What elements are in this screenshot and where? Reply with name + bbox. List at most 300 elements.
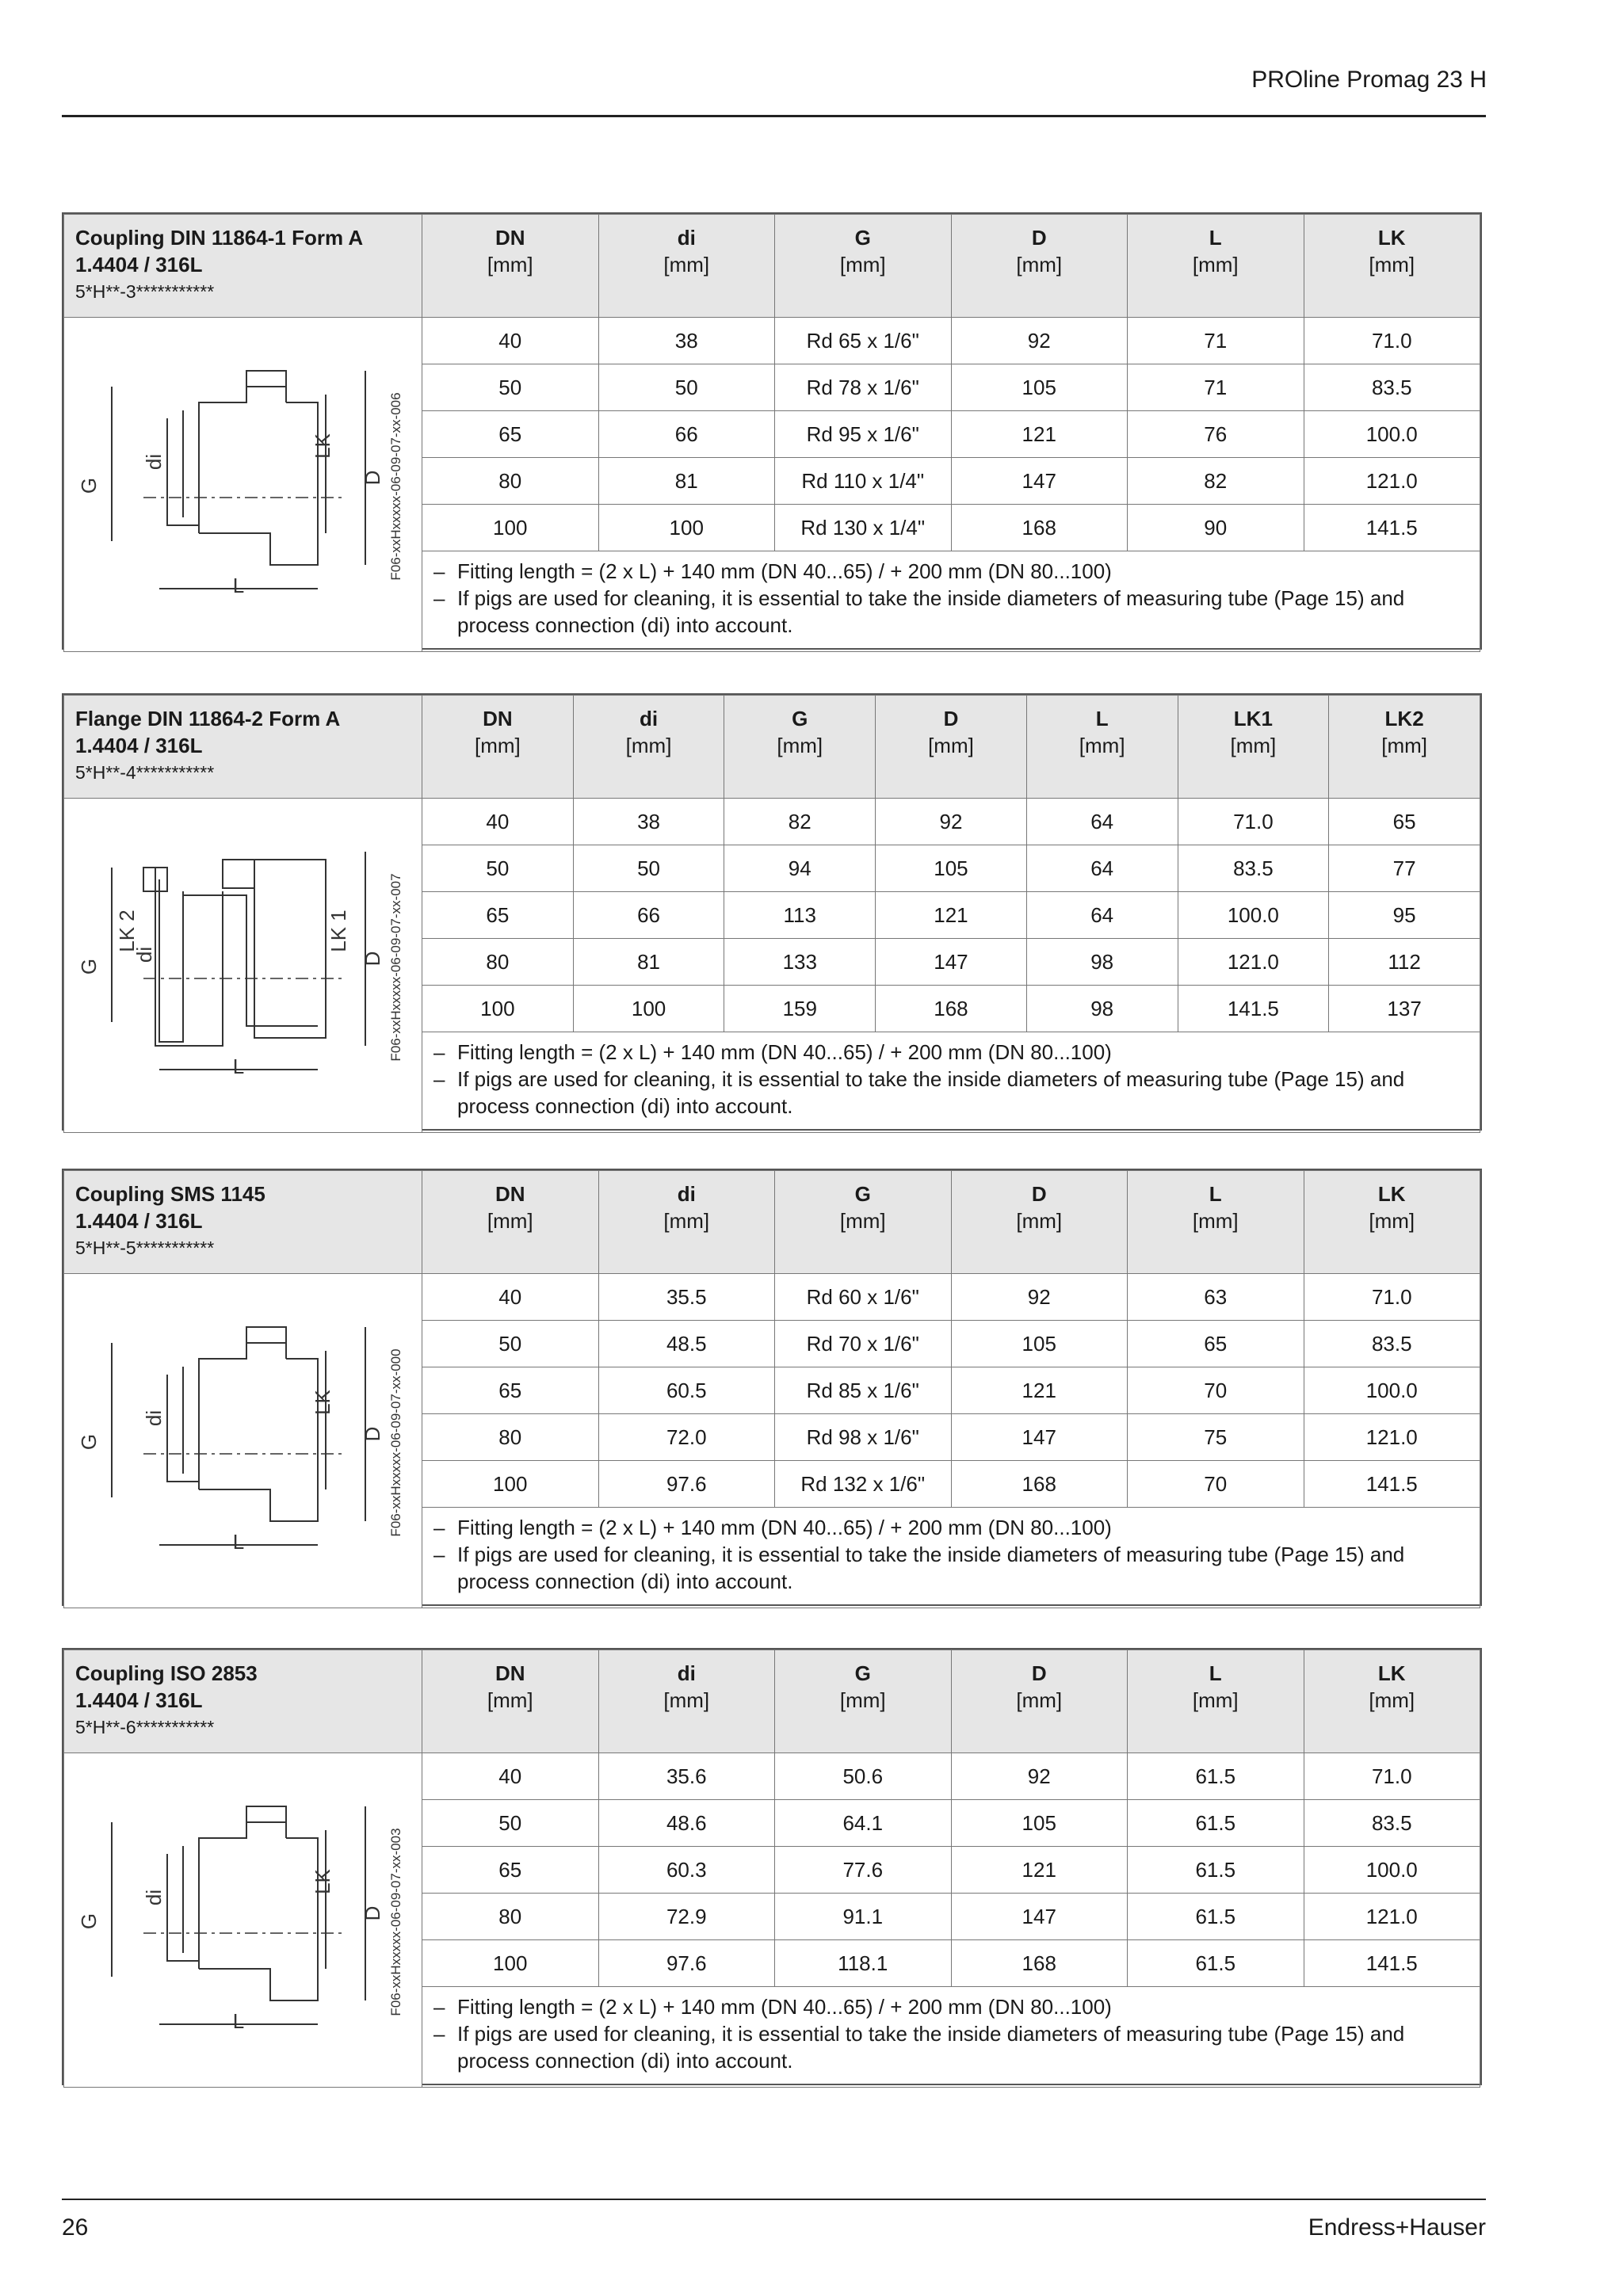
table-cell: 121: [876, 892, 1027, 939]
table-cell: Rd 70 x 1/6": [775, 1321, 952, 1367]
table-cell: 61.5: [1128, 1753, 1304, 1800]
body-outline-top: [199, 1806, 286, 1969]
table-cell: 168: [951, 1461, 1128, 1508]
column-name: L: [1209, 226, 1222, 250]
table-cell: 50: [422, 1321, 599, 1367]
table-cell: 48.6: [598, 1800, 775, 1847]
table-cell: 168: [951, 1940, 1128, 1987]
column-name: D: [1031, 226, 1047, 250]
column-header: [1128, 215, 1304, 318]
table-cell: 65: [1329, 799, 1480, 845]
table-cell: 137: [1329, 986, 1480, 1032]
column-unit: [mm]: [1381, 734, 1427, 757]
notes-cell: [422, 551, 1480, 652]
figure-id: F06-xxHxxxxx-06-09-07-xx-007: [388, 872, 403, 1062]
table-cell: 168: [876, 986, 1027, 1032]
table-cell: 81: [573, 939, 724, 986]
column-unit: [mm]: [663, 1209, 710, 1233]
column-name: DN: [495, 1661, 525, 1685]
dimension-label: L: [232, 1529, 245, 1554]
notes-cell: [422, 1987, 1480, 2088]
table-cell: 64: [1026, 845, 1178, 892]
table-cell: 100.0: [1304, 411, 1480, 458]
table-cell: 40: [422, 1274, 599, 1321]
table-cell: 100: [422, 986, 574, 1032]
table-cell: 105: [951, 1321, 1128, 1367]
material-label: 1.4404 / 316L: [75, 734, 203, 757]
table-cell: Rd 60 x 1/6": [775, 1274, 952, 1321]
table-cell: 50: [422, 1800, 599, 1847]
dash-bullet: –: [433, 1067, 445, 1091]
column-header: [1026, 696, 1178, 799]
table-cell: 71.0: [1178, 799, 1329, 845]
footer-rule: [62, 2199, 1486, 2200]
table-cell: 38: [573, 799, 724, 845]
table-cell: 141.5: [1304, 1461, 1480, 1508]
column-unit: [mm]: [1369, 1688, 1415, 1712]
spec-table-block: [62, 1169, 1482, 1606]
table-cell: 65: [422, 1367, 599, 1414]
column-name: LK: [1377, 226, 1406, 250]
dimension-label: di: [142, 453, 166, 470]
notes-cell: [422, 1508, 1480, 1608]
page-header-title: PROline Promag 23 H: [1251, 67, 1487, 93]
material-label: 1.4404 / 316L: [75, 253, 203, 277]
table-cell: 50: [422, 364, 599, 411]
table-header-row: [64, 1650, 1480, 1753]
table-cell: 92: [876, 799, 1027, 845]
brand-name: Endress+Hauser: [1308, 2214, 1486, 2241]
column-name: di: [677, 226, 696, 250]
column-header: [876, 696, 1027, 799]
connection-title: Flange DIN 11864-2 Form A: [75, 707, 341, 730]
table-cell: 100.0: [1304, 1847, 1480, 1894]
figure-id: F06-xxHxxxxx-06-09-07-xx-003: [388, 1827, 403, 2016]
table-cell: 147: [951, 458, 1128, 505]
table-cell: 121.0: [1304, 1894, 1480, 1940]
column-unit: [mm]: [1369, 1209, 1415, 1233]
table-cell: 50.6: [775, 1753, 952, 1800]
column-header: [1304, 215, 1480, 318]
table-cell: 113: [724, 892, 876, 939]
dimension-label: di: [132, 946, 156, 963]
spec-table: [63, 214, 1480, 652]
table-cell: 70: [1128, 1461, 1304, 1508]
table-cell: 159: [724, 986, 876, 1032]
column-unit: [mm]: [839, 1209, 886, 1233]
note-text: If pigs are used for cleaning, it is essential to take the inside diameters of measuring tube (Page 15) and process connection (di) into account.: [457, 586, 1405, 637]
connection-title: Coupling SMS 1145: [75, 1182, 265, 1206]
column-unit: [mm]: [1016, 1688, 1063, 1712]
table-cell: 48.5: [598, 1321, 775, 1367]
table-cell: 100: [573, 986, 724, 1032]
note-item: [433, 1066, 1468, 1119]
column-header: [1178, 696, 1329, 799]
column-unit: [mm]: [663, 1688, 710, 1712]
dash-bullet: –: [433, 1995, 445, 2019]
note-item: [433, 1993, 1468, 2020]
table-header-row: [64, 696, 1480, 799]
table-cell: 71.0: [1304, 1753, 1480, 1800]
column-name: LK1: [1233, 707, 1273, 730]
column-header: [598, 1650, 775, 1753]
notes-cell: [422, 1032, 1480, 1133]
dimension-label: L: [232, 2008, 245, 2033]
table-cell: 64: [1026, 892, 1178, 939]
figure-cell: [64, 1274, 422, 1608]
table-cell: 71.0: [1304, 318, 1480, 364]
figure-cell: [64, 799, 422, 1133]
table-cell: 61.5: [1128, 1894, 1304, 1940]
table-cell: 90: [1128, 505, 1304, 551]
table-cell: 82: [1128, 458, 1304, 505]
note-text: Fitting length = (2 x L) + 140 mm (DN 40...65) / + 200 mm (DN 80...100): [457, 1516, 1112, 1539]
table-cell: 35.5: [598, 1274, 775, 1321]
dimension-label: D: [361, 1426, 384, 1441]
table-cell: 91.1: [775, 1894, 952, 1940]
dimension-label: LK 2: [115, 909, 139, 952]
column-header: [422, 696, 574, 799]
table-cell: 61.5: [1128, 1800, 1304, 1847]
table-cell: 141.5: [1178, 986, 1329, 1032]
dimension-label: D: [361, 951, 384, 966]
dimension-label: L: [232, 573, 245, 597]
body-outline-top: [199, 371, 286, 533]
table-cell: 92: [951, 318, 1128, 364]
dash-bullet: –: [433, 586, 445, 610]
column-header: [422, 1171, 599, 1274]
dimension-label: LK: [311, 1868, 334, 1894]
connection-title: Coupling ISO 2853: [75, 1661, 258, 1685]
table-cell: 92: [951, 1753, 1128, 1800]
column-header: [775, 1650, 952, 1753]
column-header: [1128, 1650, 1304, 1753]
column-name: LK2: [1384, 707, 1424, 730]
table-row: [64, 318, 1480, 364]
connection-drawing: [64, 1755, 419, 2086]
dash-bullet: –: [433, 2022, 445, 2046]
table-cell: 94: [724, 845, 876, 892]
table-cell: 147: [951, 1894, 1128, 1940]
column-name: L: [1209, 1182, 1222, 1206]
table-cell: 64.1: [775, 1800, 952, 1847]
column-name: DN: [495, 226, 525, 250]
column-name: LK: [1377, 1182, 1406, 1206]
dimension-label: LK: [311, 433, 334, 459]
column-unit: [mm]: [663, 253, 710, 277]
table-cell: 40: [422, 1753, 599, 1800]
note-item: [433, 1541, 1468, 1595]
column-unit: [mm]: [1079, 734, 1125, 757]
column-header: [573, 696, 724, 799]
column-header: [1304, 1650, 1480, 1753]
note-text: If pigs are used for cleaning, it is essential to take the inside diameters of measuring tube (Page 15) and process connection (di) into account.: [457, 1067, 1405, 1118]
table-cell: 60.3: [598, 1847, 775, 1894]
column-unit: [mm]: [1192, 1688, 1239, 1712]
table-cell: 83.5: [1304, 364, 1480, 411]
page-number: 26: [62, 2214, 89, 2241]
table-cell: 82: [724, 799, 876, 845]
spec-table-block: [62, 1648, 1482, 2085]
dimension-label: G: [77, 1433, 101, 1450]
note-item: [433, 585, 1468, 639]
column-name: D: [943, 707, 959, 730]
table-cell: 71.0: [1304, 1274, 1480, 1321]
table-cell: 77.6: [775, 1847, 952, 1894]
table-row: [64, 1274, 1480, 1321]
table-cell: 105: [951, 1800, 1128, 1847]
table-cell: 38: [598, 318, 775, 364]
column-name: di: [677, 1661, 696, 1685]
table-cell: 92: [951, 1274, 1128, 1321]
note-text: If pigs are used for cleaning, it is essential to take the inside diameters of measuring tube (Page 15) and process connection (di) into account.: [457, 1543, 1405, 1593]
table-cell: 105: [951, 364, 1128, 411]
table-cell: 121.0: [1304, 458, 1480, 505]
connection-drawing: [64, 319, 419, 650]
column-unit: [mm]: [777, 734, 823, 757]
table-cell: 40: [422, 318, 599, 364]
table-cell: 77: [1329, 845, 1480, 892]
table-row: [64, 799, 1480, 845]
table-title-cell: [64, 1650, 422, 1753]
dimension-label: LK 1: [327, 909, 350, 952]
table-cell: 50: [422, 845, 574, 892]
order-code: 5*H**-6***********: [75, 1717, 215, 1737]
table-cell: 65: [422, 1847, 599, 1894]
table-cell: 98: [1026, 986, 1178, 1032]
order-code: 5*H**-5***********: [75, 1238, 215, 1258]
table-cell: 81: [598, 458, 775, 505]
spec-table-block: [62, 693, 1482, 1131]
table-cell: 66: [573, 892, 724, 939]
table-cell: 61.5: [1128, 1940, 1304, 1987]
note-text: Fitting length = (2 x L) + 140 mm (DN 40...65) / + 200 mm (DN 80...100): [457, 1040, 1112, 1064]
table-cell: 100: [422, 1461, 599, 1508]
table-cell: 98: [1026, 939, 1178, 986]
table-title-cell: [64, 215, 422, 318]
column-name: G: [854, 226, 871, 250]
dash-bullet: –: [433, 559, 445, 583]
table-cell: 100.0: [1178, 892, 1329, 939]
table-cell: Rd 98 x 1/6": [775, 1414, 952, 1461]
table-cell: 65: [422, 411, 599, 458]
spec-table-block: [62, 212, 1482, 650]
column-header: [422, 1650, 599, 1753]
body-outline-right: [199, 1359, 318, 1521]
table-cell: 118.1: [775, 1940, 952, 1987]
table-cell: 71: [1128, 364, 1304, 411]
dash-bullet: –: [433, 1040, 445, 1064]
column-header: [1329, 696, 1480, 799]
dimension-label: G: [77, 1913, 101, 1929]
table-cell: 100.0: [1304, 1367, 1480, 1414]
table-cell: 61.5: [1128, 1847, 1304, 1894]
flange-right: [254, 860, 326, 1038]
table-cell: Rd 85 x 1/6": [775, 1367, 952, 1414]
table-cell: 71: [1128, 318, 1304, 364]
flange-left: [155, 868, 223, 1046]
table-cell: 97.6: [598, 1940, 775, 1987]
column-unit: [mm]: [1369, 253, 1415, 277]
table-title-cell: [64, 696, 422, 799]
table-cell: 133: [724, 939, 876, 986]
column-name: di: [640, 707, 659, 730]
table-cell: 35.6: [598, 1753, 775, 1800]
table-cell: 100: [422, 1940, 599, 1987]
table-cell: 80: [422, 1414, 599, 1461]
column-name: G: [792, 707, 808, 730]
table-cell: 66: [598, 411, 775, 458]
table-cell: 141.5: [1304, 1940, 1480, 1987]
dimension-label: di: [142, 1889, 166, 1905]
figure-id: F06-xxHxxxxx-06-09-07-xx-000: [388, 1348, 403, 1537]
table-cell: Rd 95 x 1/6": [775, 411, 952, 458]
table-cell: Rd 78 x 1/6": [775, 364, 952, 411]
note-item: [433, 558, 1468, 585]
table-cell: 72.0: [598, 1414, 775, 1461]
table-header-row: [64, 215, 1480, 318]
column-unit: [mm]: [839, 1688, 886, 1712]
note-text: Fitting length = (2 x L) + 140 mm (DN 40...65) / + 200 mm (DN 80...100): [457, 1995, 1112, 2019]
spec-table: [63, 695, 1480, 1133]
thread-cap: [246, 371, 286, 387]
table-cell: 50: [598, 364, 775, 411]
table-cell: 65: [422, 892, 574, 939]
note-item: [433, 1039, 1468, 1066]
table-cell: 70: [1128, 1367, 1304, 1414]
column-header: [1128, 1171, 1304, 1274]
dimension-label: D: [361, 1905, 384, 1920]
table-cell: 121: [951, 411, 1128, 458]
note-item: [433, 2020, 1468, 2074]
table-row: [64, 1753, 1480, 1800]
column-header: [598, 1171, 775, 1274]
column-unit: [mm]: [839, 253, 886, 277]
table-cell: Rd 65 x 1/6": [775, 318, 952, 364]
column-unit: [mm]: [1192, 253, 1239, 277]
table-cell: 100: [422, 505, 599, 551]
figure-cell: [64, 318, 422, 652]
column-unit: [mm]: [1192, 1209, 1239, 1233]
header-rule: [62, 115, 1486, 117]
table-cell: 83.5: [1304, 1321, 1480, 1367]
table-cell: 95: [1329, 892, 1480, 939]
connection-title: Coupling DIN 11864-1 Form A: [75, 226, 364, 250]
note-text: If pigs are used for cleaning, it is essential to take the inside diameters of measuring tube (Page 15) and process connection (di) into account.: [457, 2022, 1405, 2073]
dash-bullet: –: [433, 1543, 445, 1566]
table-cell: 76: [1128, 411, 1304, 458]
column-header: [951, 1171, 1128, 1274]
table-cell: 80: [422, 458, 599, 505]
table-cell: 141.5: [1304, 505, 1480, 551]
table-cell: Rd 132 x 1/6": [775, 1461, 952, 1508]
dimension-label: G: [77, 477, 101, 494]
column-name: di: [677, 1182, 696, 1206]
column-unit: [mm]: [1230, 734, 1277, 757]
column-name: DN: [495, 1182, 525, 1206]
column-name: D: [1031, 1661, 1047, 1685]
body-outline-top: [199, 1327, 286, 1489]
dimension-label: LK: [311, 1389, 334, 1415]
dimension-label: di: [142, 1409, 166, 1426]
connection-drawing: [64, 1276, 419, 1607]
column-name: D: [1031, 1182, 1047, 1206]
column-header: [775, 215, 952, 318]
column-header: [422, 215, 599, 318]
table-cell: 60.5: [598, 1367, 775, 1414]
table-cell: 105: [876, 845, 1027, 892]
column-unit: [mm]: [1016, 253, 1063, 277]
table-cell: 50: [573, 845, 724, 892]
spec-table: [63, 1170, 1480, 1608]
thread-cap: [246, 1327, 286, 1343]
table-cell: 64: [1026, 799, 1178, 845]
column-unit: [mm]: [928, 734, 974, 757]
table-title-cell: [64, 1171, 422, 1274]
column-name: LK: [1377, 1661, 1406, 1685]
table-cell: 168: [951, 505, 1128, 551]
order-code: 5*H**-4***********: [75, 762, 215, 783]
table-cell: Rd 130 x 1/4": [775, 505, 952, 551]
table-cell: 80: [422, 1894, 599, 1940]
table-cell: 65: [1128, 1321, 1304, 1367]
dash-bullet: –: [433, 1516, 445, 1539]
connection-drawing: [64, 800, 419, 1131]
figure-id: F06-xxHxxxxx-06-09-07-xx-006: [388, 391, 403, 581]
dimension-label: G: [77, 958, 101, 974]
table-cell: 40: [422, 799, 574, 845]
column-name: G: [854, 1182, 871, 1206]
table-cell: 121: [951, 1367, 1128, 1414]
column-unit: [mm]: [487, 1209, 533, 1233]
dimension-label: D: [361, 470, 384, 485]
column-name: DN: [483, 707, 513, 730]
table-cell: 147: [876, 939, 1027, 986]
column-header: [775, 1171, 952, 1274]
note-item: [433, 1514, 1468, 1541]
table-cell: 112: [1329, 939, 1480, 986]
material-label: 1.4404 / 316L: [75, 1688, 203, 1712]
column-unit: [mm]: [487, 253, 533, 277]
table-cell: 75: [1128, 1414, 1304, 1461]
thread-cap: [246, 1806, 286, 1822]
flange-collar-right: [223, 860, 254, 888]
table-cell: 63: [1128, 1274, 1304, 1321]
dimension-label: L: [232, 1054, 245, 1078]
table-cell: 83.5: [1304, 1800, 1480, 1847]
table-cell: 121.0: [1304, 1414, 1480, 1461]
table-cell: 83.5: [1178, 845, 1329, 892]
column-header: [951, 1650, 1128, 1753]
column-name: G: [854, 1661, 871, 1685]
table-cell: 147: [951, 1414, 1128, 1461]
table-cell: 97.6: [598, 1461, 775, 1508]
body-outline-right: [199, 1838, 318, 2000]
body-outline-right: [199, 402, 318, 565]
column-header: [598, 215, 775, 318]
table-cell: 100: [598, 505, 775, 551]
column-name: L: [1209, 1661, 1222, 1685]
column-unit: [mm]: [625, 734, 672, 757]
column-unit: [mm]: [1016, 1209, 1063, 1233]
spec-table: [63, 1650, 1480, 2088]
column-unit: [mm]: [474, 734, 521, 757]
note-text: Fitting length = (2 x L) + 140 mm (DN 40...65) / + 200 mm (DN 80...100): [457, 559, 1112, 583]
column-unit: [mm]: [487, 1688, 533, 1712]
table-cell: 121.0: [1178, 939, 1329, 986]
table-cell: Rd 110 x 1/4": [775, 458, 952, 505]
table-cell: 80: [422, 939, 574, 986]
